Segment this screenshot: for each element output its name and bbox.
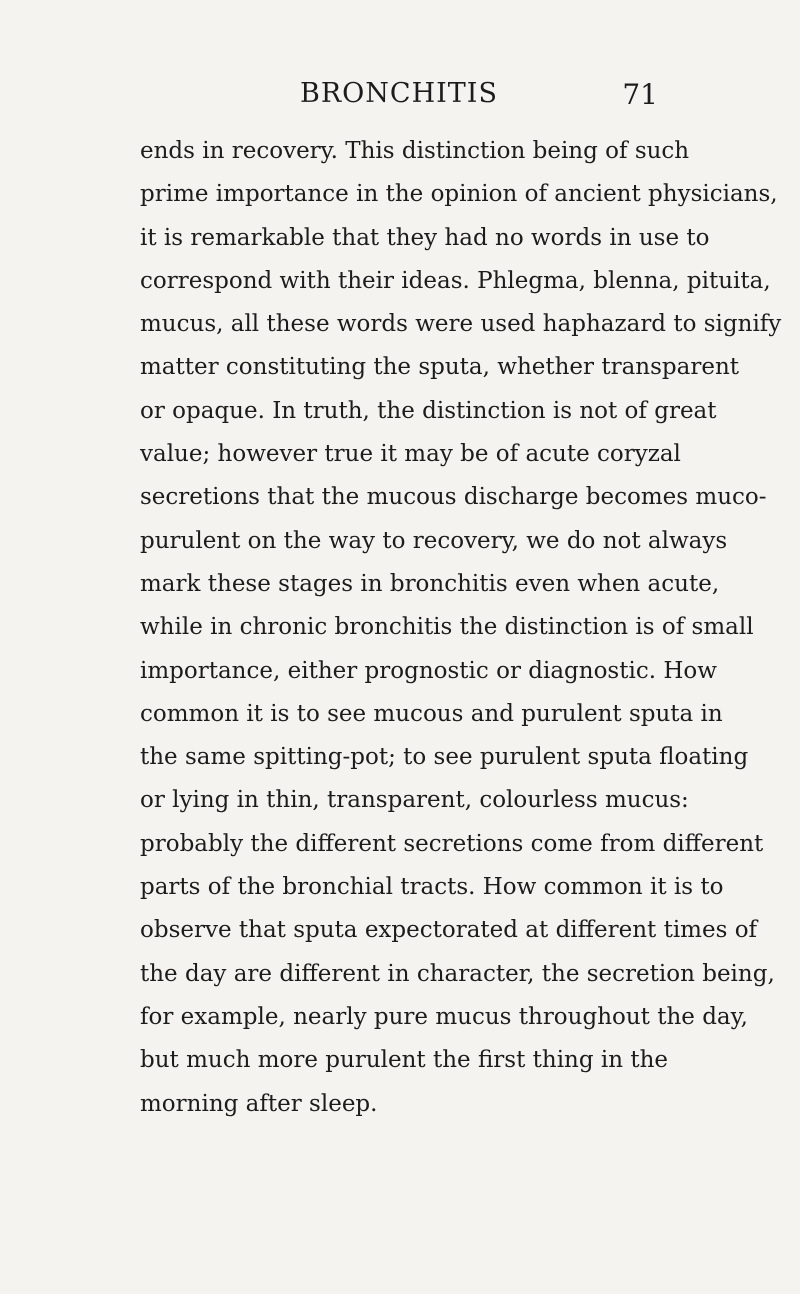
text-line: prime importance in the opinion of ancient physicians, — [140, 181, 778, 208]
text-line: the day are different in character, the secretion being, — [140, 960, 775, 987]
page-number: 71 — [622, 78, 658, 111]
text-line: or opaque. In truth, the distinction is not of great — [140, 397, 717, 424]
text-line: matter constituting the sputa, whether transparent — [140, 354, 740, 381]
text-line: correspond with their ideas. Phlegma, blenna, pituita, — [140, 267, 771, 294]
text-line: purulent on the way to recovery, we do not always — [140, 527, 728, 554]
text-line: the same spitting-pot; to see purulent sputa floating — [140, 744, 749, 771]
text-line: morning after sleep. — [140, 1090, 378, 1117]
text-line: or lying in thin, transparent, colourless mucus: — [140, 787, 689, 814]
text-line: ends in recovery. This distinction being of such — [140, 138, 690, 164]
text-line: probably the different secretions come from different — [140, 830, 764, 857]
text-line: for example, nearly pure mucus throughout the day, — [140, 1003, 748, 1030]
text-line: mark these stages in bronchitis even when acute, — [140, 570, 720, 597]
body-paragraph — [140, 130, 782, 1126]
text-line: importance, either prognostic or diagnostic. How — [140, 657, 717, 684]
running-title: BRONCHITIS — [300, 78, 498, 109]
text-line: parts of the bronchial tracts. How common it is to — [140, 874, 724, 901]
text-line: while in chronic bronchitis the distinction is of small — [140, 614, 754, 641]
text-line: secretions that the mucous discharge becomes muco- — [140, 484, 767, 511]
text-line: mucus, all these words were used haphazard to signify — [140, 311, 782, 338]
running-head — [140, 78, 658, 118]
text-line: but much more purulent the first thing in the — [140, 1047, 669, 1074]
text-line: value; however true it may be of acute coryzal — [140, 441, 681, 468]
text-line: it is remarkable that they had no words in use to — [140, 224, 710, 251]
text-line: common it is to see mucous and purulent sputa in — [140, 700, 723, 727]
text-line: observe that sputa expectorated at different times of — [140, 917, 758, 944]
